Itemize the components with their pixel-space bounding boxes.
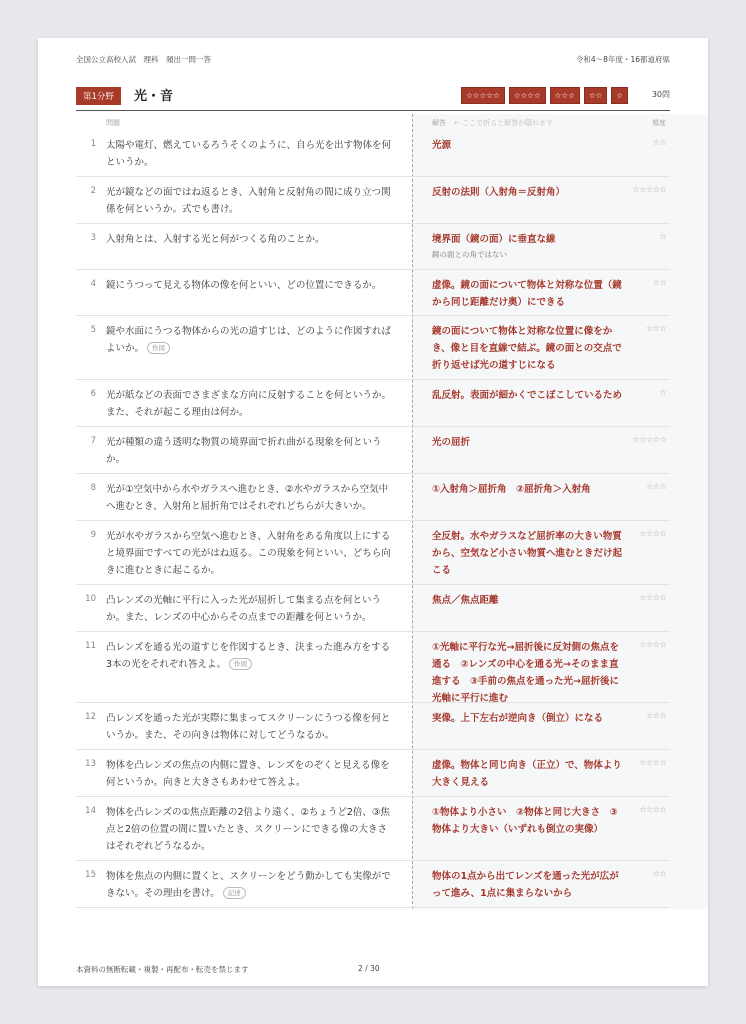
table-row <box>76 474 670 521</box>
question-text-cell <box>106 757 396 791</box>
question-count: 30問 <box>651 90 670 99</box>
table-row <box>76 632 670 703</box>
answer-text: 焦点／焦点距離 <box>432 595 499 606</box>
question-text-cell <box>106 231 396 248</box>
question-number: 1 <box>90 139 96 149</box>
frequency-stars: ☆ <box>659 232 666 241</box>
table-row <box>76 177 670 224</box>
answer-cell <box>432 804 622 838</box>
question-text: 物体を凸レンズの焦点の内側に置き、レンズをのぞくと見える像を何というか。向きと大きさもあわせて答えよ。 <box>106 760 390 788</box>
question-type-tag: 記述 <box>223 887 246 899</box>
frequency-stars: ☆☆ <box>652 138 666 147</box>
frequency-stars: ☆☆☆ <box>645 324 666 333</box>
question-text-cell <box>106 137 396 171</box>
question-number: 5 <box>90 325 96 335</box>
answer-text: 乱反射。表面が細かくでこぼこしているため <box>432 390 623 401</box>
question-text: 光が水やガラスから空気へ進むとき、入射角をある角度以上にすると境界面ですべての光がはね返る。この現象を何といい、どちら向きに進むときに起こるか。 <box>106 531 391 576</box>
question-text: 入射角とは、入射する光と何がつくる角のことか。 <box>106 234 325 245</box>
freq-tag-3: ☆☆☆ <box>550 87 580 104</box>
question-number: 15 <box>85 870 96 880</box>
answer-cell <box>432 387 622 404</box>
freq-tag-4: ☆☆☆☆ <box>509 87 546 104</box>
page-number: 2 / 30 <box>358 964 380 973</box>
answer-cell <box>432 868 622 902</box>
copyright-notice: 本資料の無断転載・複製・再配布・転売を禁じます <box>76 965 249 974</box>
table-row <box>76 380 670 427</box>
question-number: 10 <box>85 594 96 604</box>
frequency-stars: ☆☆☆☆ <box>639 640 666 649</box>
question-text: 凸レンズの光軸に平行に入った光が屈折して集まる点を何というか。また、レンズの中心からその点までの距離を何というか。 <box>106 595 381 623</box>
answer-cell <box>432 184 622 201</box>
field-badge: 第1分野 <box>76 87 121 105</box>
question-number: 6 <box>90 389 96 399</box>
question-text: 太陽や電灯、燃えているろうそくのように、自ら光を出す物体を何というか。 <box>106 140 392 168</box>
answer-text: 鏡の面について物体と対称な位置に像をかき、像と目を直線で結ぶ。鏡の面との交点で折り返せば光の道すじになる <box>432 326 622 371</box>
table-row <box>76 585 670 632</box>
question-text: 光が種類の違う透明な物質の境界面で折れ曲がる現象を何というか。 <box>106 437 382 465</box>
question-number: 2 <box>90 186 96 196</box>
question-text-cell <box>106 387 396 421</box>
frequency-stars: ☆☆☆ <box>645 711 666 720</box>
question-type-tag: 作図 <box>147 342 170 354</box>
question-number: 8 <box>90 483 96 493</box>
frequency-stars: ☆☆ <box>652 278 666 287</box>
question-text-cell <box>106 434 396 468</box>
table-row <box>76 270 670 316</box>
answer-text: ①物体より小さい ②物体と同じ大きさ ③物体より大きい（いずれも倒立の実像） <box>432 807 618 835</box>
question-text: 物体を凸レンズの①焦点距離の2倍より遠く、②ちょうど2倍、③焦点と2倍の位置の間に置いたとき、スクリーンにできる像の大きさはそれぞれどうなるか。 <box>106 807 390 852</box>
frequency-stars: ☆☆☆☆☆ <box>632 435 666 444</box>
table-row <box>76 130 670 177</box>
frequency-stars: ☆ <box>659 388 666 397</box>
column-frequency: 頻度 <box>652 119 666 127</box>
question-text: 凸レンズを通った光が実際に集まってスクリーンにうつる像を何というか。また、その向きは物体に対してどうなるか。 <box>106 713 391 741</box>
question-number: 7 <box>90 436 96 446</box>
table-row <box>76 797 670 861</box>
frequency-stars: ☆☆☆ <box>645 482 666 491</box>
answer-text: 光源 <box>432 140 452 151</box>
answer-text: ①入射角＞屈折角 ②屈折角＞入射角 <box>432 484 591 495</box>
question-number: 11 <box>85 641 96 651</box>
question-number: 13 <box>85 759 96 769</box>
answer-cell <box>432 592 622 609</box>
answer-text: 物体の1点から出てレンズを通った光が広がって進み、1点に集まらないから <box>432 871 619 899</box>
question-number: 3 <box>90 233 96 243</box>
freq-tag-5: ☆☆☆☆☆ <box>461 87 505 104</box>
answer-cell <box>432 323 622 374</box>
answer-text: 光の屈折 <box>432 437 471 448</box>
answer-text: 虚像。物体と同じ向き（正立）で、物体より大きく見える <box>432 760 622 788</box>
fold-hint: ← ここで折ると解答が隠れます <box>454 119 554 127</box>
question-text-cell <box>106 481 396 515</box>
column-header <box>76 114 670 130</box>
table-row <box>76 224 670 270</box>
question-text: 物体を焦点の内側に置くと、スクリーンをどう動かしても実像ができない。その理由を書け。 <box>106 871 391 899</box>
worksheet-page <box>38 38 708 986</box>
column-answer: 解答 <box>432 119 446 127</box>
question-text-cell <box>106 592 396 626</box>
frequency-stars: ☆☆☆☆ <box>639 529 666 538</box>
frequency-stars: ☆☆☆☆ <box>639 758 666 767</box>
column-question: 問題 <box>106 119 120 127</box>
question-text-cell <box>106 804 396 855</box>
question-text-cell <box>106 528 396 579</box>
question-text: 光が①空気中から水やガラスへ進むとき、②水やガラスから空気中へ進むとき、入射角と屈折角ではそれぞれどちらが大きいか。 <box>106 484 389 512</box>
answer-text: 全反射。水やガラスなど屈折率の大きい物質から、空気など小さい物質へ進むときだけ起こる <box>432 531 623 576</box>
answer-note: 鏡の面との角ではない <box>432 250 507 259</box>
question-number: 4 <box>90 279 96 289</box>
qa-table <box>76 130 670 908</box>
answer-cell <box>432 757 622 791</box>
question-type-tag: 作図 <box>229 658 252 670</box>
frequency-legend <box>461 87 628 104</box>
answer-cell <box>432 710 622 727</box>
answer-cell <box>432 528 622 579</box>
question-text: 凸レンズを通る光の道すじを作図するとき、決まった進み方をする3本の光をそれぞれ答えよ。 <box>106 642 391 670</box>
question-text: 光が鏡などの面ではね返るとき、入射角と反射角の間に成り立つ関係を何というか。式でも書け。 <box>106 187 391 215</box>
answer-cell <box>432 277 622 311</box>
frequency-stars: ☆☆☆☆ <box>639 593 666 602</box>
table-row <box>76 750 670 797</box>
question-text: 光が紙などの表面でさまざまな方向に反射することを何というか。また、それが起こる理由は何か。 <box>106 390 392 418</box>
table-row <box>76 703 670 750</box>
answer-text: 虚像。鏡の面について物体と対称な位置（鏡から同じ距離だけ奥）にできる <box>432 280 622 308</box>
answer-cell <box>432 639 622 707</box>
unit-titlebar <box>76 84 670 111</box>
question-text: 鏡にうつって見える物体の像を何といい、どの位置にできるか。 <box>106 280 382 291</box>
question-text-cell <box>106 639 396 673</box>
frequency-stars: ☆☆☆☆ <box>639 805 666 814</box>
table-row <box>76 427 670 474</box>
header-coverage: 令和4〜8年度・16都道府県 <box>575 55 670 64</box>
question-text-cell <box>106 868 396 902</box>
table-row <box>76 861 670 908</box>
answer-cell <box>432 137 622 154</box>
answer-cell <box>432 481 622 498</box>
question-text-cell <box>106 184 396 218</box>
question-text-cell <box>106 277 396 294</box>
question-text-cell <box>106 323 396 357</box>
answer-text: 実像。上下左右が逆向き（倒立）になる <box>432 713 604 724</box>
answer-text: 境界面（鏡の面）に垂直な線 <box>432 234 556 245</box>
question-text: 鏡や水面にうつる物体からの光の道すじは、どのように作図すればよいか。 <box>106 326 392 354</box>
table-row <box>76 521 670 585</box>
freq-tag-1: ☆ <box>611 87 628 104</box>
question-number: 14 <box>85 806 96 816</box>
unit-title: 光・音 <box>134 89 174 104</box>
header-series-title: 全国公立高校入試 理科 頻出一問一答 <box>76 55 211 64</box>
question-number: 9 <box>90 530 96 540</box>
freq-tag-2: ☆☆ <box>584 87 607 104</box>
question-number: 12 <box>85 712 96 722</box>
answer-text: 反射の法則（入射角＝反射角） <box>432 187 566 198</box>
question-text-cell <box>106 710 396 744</box>
frequency-stars: ☆☆ <box>652 869 666 878</box>
frequency-stars: ☆☆☆☆☆ <box>632 185 666 194</box>
answer-text: ①光軸に平行な光→屈折後に反対側の焦点を通る ②レンズの中心を通る光→そのまま直進する ③手前の焦点を通った光→屈折後に光軸に平行に進む <box>432 642 620 704</box>
answer-cell <box>432 434 622 451</box>
table-row <box>76 316 670 380</box>
answer-cell <box>432 231 622 261</box>
